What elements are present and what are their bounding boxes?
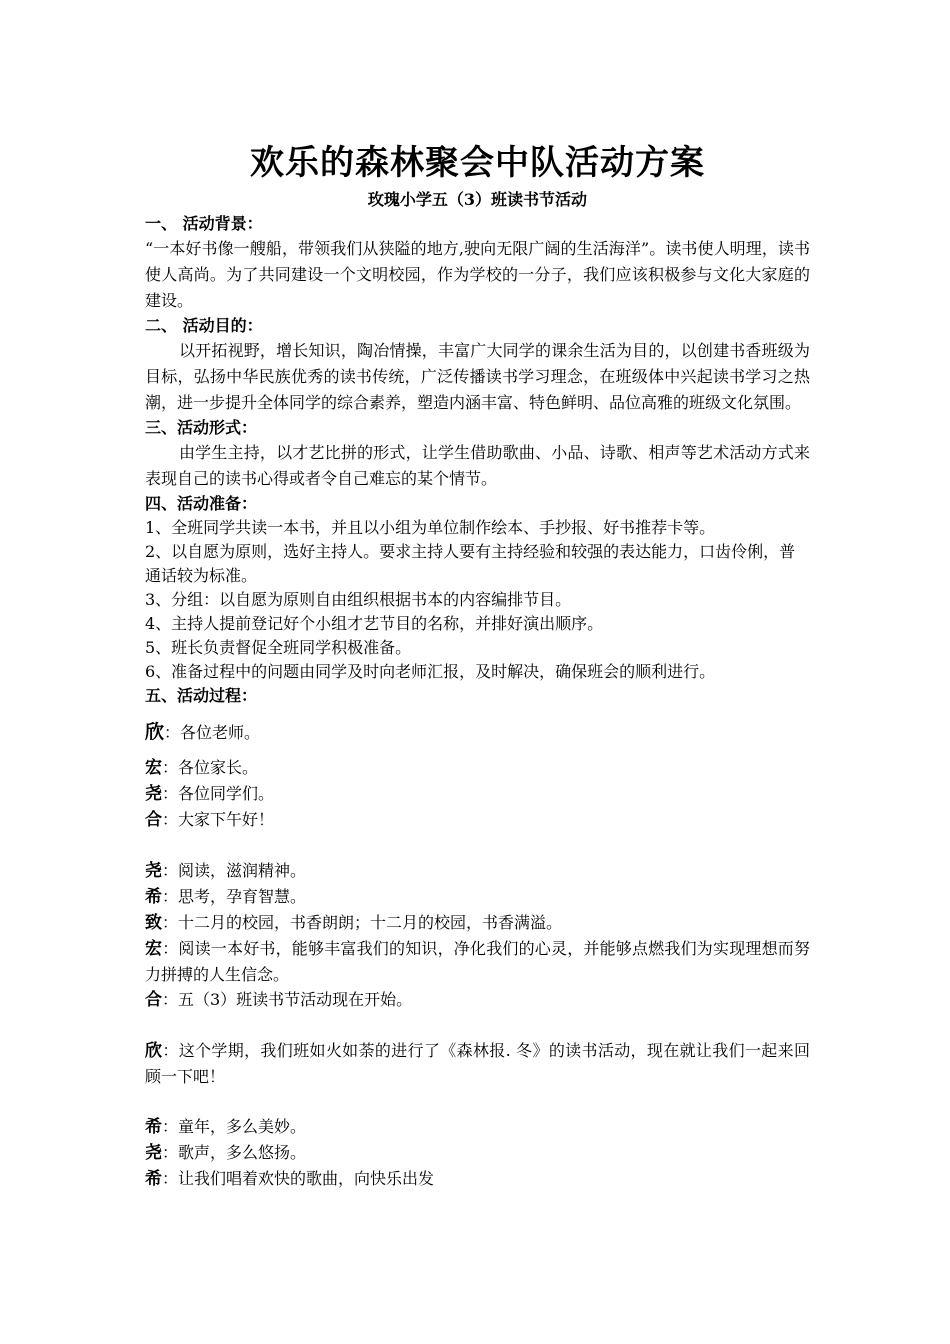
section-heading-purpose: 二、 活动目的： [145,316,263,335]
prep-item: 3、分组：以自愿为原则自由组织根据书本的内容编排节目。 [145,590,572,609]
document-subtitle: 玫瑰小学五（3）班读书节活动 [367,190,588,209]
dialogue-text: ：思考，孕育智慧。 [162,887,307,906]
background-text: “一本好书像一艘船，带领我们从狭隘的地方,驶向无限广阔的生活海洋”。读书使人明理，读书使人高尚。为了共同建设一个文明校园，作为学校的一分子，我们应该积极参与文化大家庭的建设。 [145,239,810,310]
dialogue-line [145,807,810,833]
dialogue-text: ：歌声，多么悠扬。 [162,1143,307,1162]
speaker-name: 尧 [145,861,162,881]
dialogue-line [145,884,810,910]
dialogue-line [145,1038,810,1089]
speaker-name: 致 [145,913,162,933]
document-title: 欢乐的森林聚会中队活动方案 [250,143,705,183]
dialogue-text: ：让我们唱着欢快的歌曲，向快乐出发 [162,1169,435,1188]
speaker-name: 希 [145,887,162,907]
dialogue-text: ：各位同学们。 [162,784,275,803]
speaker-name: 希 [145,1169,162,1189]
dialogue-line [145,910,810,936]
speaker-name: 尧 [145,784,162,804]
dialogue-line [145,755,810,781]
form-text: 由学生主持，以才艺比拼的形式，让学生借助歌曲、小品、诗歌、相声等艺术活动方式来表现自己的读书心得或者令自己难忘的某个情节。 [145,443,810,488]
section-heading-preparation: 四、活动准备： [145,494,258,513]
dialogue-text: ：各位老师。 [164,723,261,742]
prep-item: 2、以自愿为原则，选好主持人。要求主持人要有主持经验和较强的表达能力，口齿伶俐，普通话较为标准。 [145,542,796,585]
speaker-name: 合 [145,990,162,1010]
dialogue-text: ：阅读，滋润精神。 [162,861,307,880]
speaker-name: 欣 [145,721,165,743]
dialogue-text: ：十二月的校园，书香朗朗；十二月的校园，书香满溢。 [162,913,563,932]
speaker-name: 欣 [145,1041,163,1061]
speaker-name: 尧 [145,1143,162,1163]
dialogue-line [145,987,810,1013]
speaker-name: 合 [145,810,162,830]
section-heading-background: 一、 活动背景： [145,214,263,233]
dialogue-line [145,720,810,745]
dialogue-line [145,1114,810,1140]
dialogue-text: ：大家下午好！ [162,810,275,829]
section-heading-process: 五、活动过程： [145,686,258,705]
dialogue-text: ：五（3）班读书节活动现在开始。 [162,990,413,1009]
dialogue-block [145,720,810,1192]
speaker-name: 希 [145,1117,162,1137]
dialogue-line [145,1140,810,1166]
dialogue-line [145,781,810,807]
dialogue-line [145,1166,810,1192]
dialogue-line [145,936,810,987]
section-heading-form: 三、活动形式： [145,418,258,437]
purpose-text: 以开拓视野，增长知识，陶冶情操，丰富广大同学的课余生活为目的，以创建书香班级为目标，弘扬中华民族优秀的读书传统，广泛传播读书学习理念，在班级体中兴起读书学习之热潮，进一步提升全体同学的综合素养，塑造内涵丰富、特色鲜明、品位高雅的班级文化氛围。 [145,341,810,412]
prep-item: 5、班长负责督促全班同学积极准备。 [145,638,412,657]
dialogue-text: ：这个学期，我们班如火如荼的进行了《森林报. 冬》的读书活动，现在就让我们一起来回顾一下吧！ [145,1041,810,1086]
prep-item: 6、准备过程中的问题由同学及时向老师汇报，及时解决，确保班会的顺利进行。 [145,662,716,681]
speaker-name: 宏 [145,758,162,778]
document-page [145,140,810,1192]
dialogue-text: ：阅读一本好书，能够丰富我们的知识，净化我们的心灵，并能够点燃我们为实现理想而努力拼搏的人生信念。 [145,939,810,984]
speaker-name: 宏 [145,939,163,959]
dialogue-line [145,858,810,884]
dialogue-text: ：童年，多么美妙。 [162,1117,307,1136]
prep-item: 1、全班同学共读一本书，并且以小组为单位制作绘本、手抄报、好书推荐卡等。 [145,518,716,537]
dialogue-text: ：各位家长。 [162,758,259,777]
prep-item: 4、主持人提前登记好个小组才艺节目的名称，并排好演出顺序。 [145,614,604,633]
